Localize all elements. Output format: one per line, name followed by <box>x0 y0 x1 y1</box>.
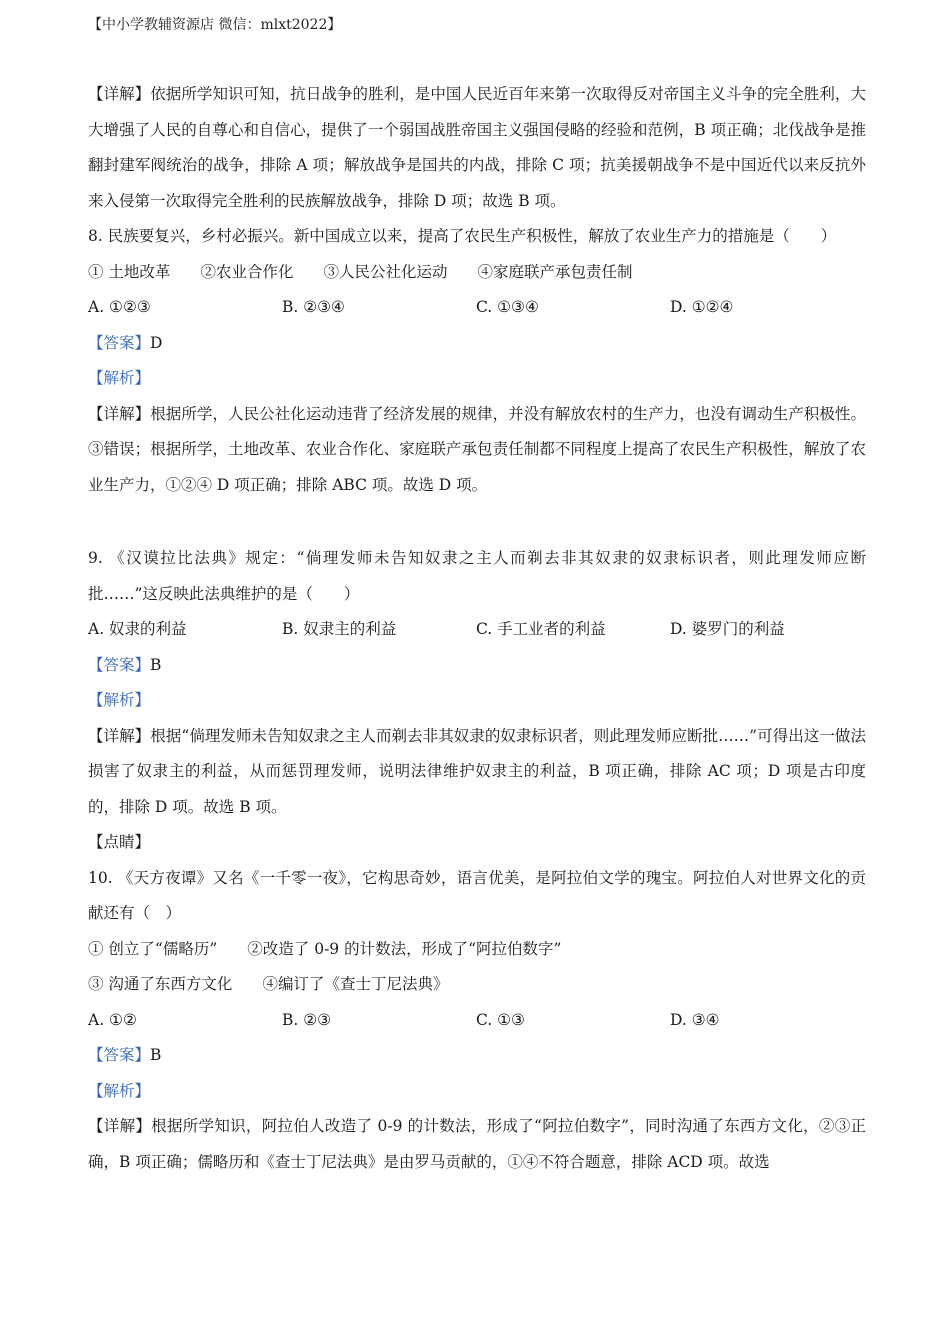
q10-option-a: A. ①② <box>88 1010 137 1029</box>
q10-option-d: D. ③④ <box>670 1010 720 1029</box>
q8-option-c: C. ①③④ <box>476 298 539 316</box>
q8-detail-tag: 【详解】 <box>88 404 151 423</box>
q10-options <box>88 1003 866 1039</box>
q9-analysis-tag: 【解析】 <box>88 691 151 709</box>
q10-answer-tag: 【答案】 <box>88 1046 151 1064</box>
q10-detail-text: 根据所学知识，阿拉伯人改造了 0-9 的计数法，形成了“阿拉伯数字”，同时沟通了东西方文化，②③正确，B 项正确；儒略历和《查士丁尼法典》是由罗马贡献的，①④不符合题意，排除 ACD 项。故选 <box>88 1117 866 1171</box>
q9-option-a: A. 奴隶的利益 <box>88 620 187 638</box>
q8-answer-value: D <box>150 333 163 352</box>
q8-detail <box>88 397 866 504</box>
q8-answer-tag: 【答案】 <box>88 333 151 352</box>
q10-item-2: ②改造了 0-9 的计数法，形成了“阿拉伯数字” <box>247 939 562 958</box>
q8-item-2: ②农业合作化 <box>200 262 294 281</box>
q8-options <box>88 290 866 326</box>
q8-detail-text: 根据所学，人民公社化运动违背了经济发展的规律，并没有解放农村的生产力，也没有调动生产积极性。③错误；根据所学，土地改革、农业合作化、家庭联产承包责任制都不同程度上提高了农民生产积极性，解放了农业生产力，①②④ D 项正确；排除 ABC 项。故选 D 项。 <box>88 404 866 494</box>
document-body <box>88 77 866 1180</box>
q9-detail <box>88 719 866 826</box>
q8-stem: 8. 民族要复兴，乡村必振兴。新中国成立以来，提高了农民生产积极性，解放了农业生产力的措施是（ ） <box>88 227 837 245</box>
q10-items-row-2 <box>88 967 866 1003</box>
q8-option-d: D. ①②④ <box>670 298 734 316</box>
q9-answer-value: B <box>150 655 162 674</box>
q10-analysis-tag: 【解析】 <box>88 1081 151 1100</box>
q10-answer <box>88 1038 866 1074</box>
q8-answer <box>88 326 866 362</box>
q10-stem: 10. 《天方夜谭》又名《一千零一夜》，它构思奇妙，语言优美，是阿拉伯文学的瑰宝。阿拉伯人对世界文化的贡献还有（ ） <box>88 868 866 922</box>
q8-option-b: B. ②③④ <box>282 298 345 316</box>
q9-detail-text: 根据“倘理发师未告知奴隶之主人而剃去非其奴隶的奴隶标识者，则此理发师应断批……”可得出这一做法损害了奴隶主的利益，从而惩罚理发师，说明法律维护奴隶主的利益，B 项正确，排除 AC 项；D 项是古印度的，排除 D 项。故选 B 项。 <box>88 726 866 816</box>
q9-options <box>88 612 866 648</box>
q10-detail <box>88 1109 866 1180</box>
q8-item-4: ④家庭联产承包责任制 <box>477 262 633 281</box>
q8-analysis-tag: 【解析】 <box>88 369 151 387</box>
q9-answer <box>88 648 866 684</box>
q9-remark-tag: 【点睛】 <box>88 833 151 851</box>
q8-option-a: A. ①②③ <box>88 298 151 316</box>
q10-detail-tag: 【详解】 <box>88 1117 152 1135</box>
q7-detail-tag: 【详解】 <box>88 85 151 103</box>
q9-stem: 9. 《汉谟拉比法典》规定：“倘理发师未告知奴隶之主人而剃去非其奴隶的奴隶标识者，则此理发师应断批……”这反映此法典维护的是（ ） <box>88 549 866 603</box>
page-header: 【中小学教辅资源店 微信：mlxt2022】 <box>88 17 342 33</box>
q8-item-3: ③人民公社化运动 <box>323 262 448 281</box>
q7-detail <box>88 77 866 219</box>
q9-option-c: C. 手工业者的利益 <box>476 620 606 638</box>
q10-item-1: ① 创立了“儒略历” <box>88 939 218 958</box>
q10-option-b: B. ②③ <box>282 1010 332 1029</box>
q10-item-4: ④编订了《查士丁尼法典》 <box>262 975 449 993</box>
q9-option-b: B. 奴隶主的利益 <box>282 620 397 638</box>
q8-items <box>88 255 866 291</box>
q7-detail-text: 依据所学知识可知，抗日战争的胜利，是中国人民近百年来第一次取得反对帝国主义斗争的完全胜利，大大增强了人民的自尊心和自信心，提供了一个弱国战胜帝国主义强国侵略的经验和范例，B 项正确；北伐战争是推翻封建军阀统治的战争，排除 A 项；解放战争是国共的内战，排除 C 项；抗美援朝战争不是中国近代以来反抗外来入侵第一次取得完全胜利的民族解放战争，排除 D 项；故选 B 项。 <box>88 85 866 210</box>
q10-item-3: ③ 沟通了东西方文化 <box>88 975 233 993</box>
q10-answer-value: B <box>150 1046 162 1064</box>
q9-answer-tag: 【答案】 <box>88 655 151 674</box>
q10-items-row-1 <box>88 932 866 968</box>
q10-option-c: C. ①③ <box>476 1010 525 1029</box>
q9-option-d: D. 婆罗门的利益 <box>670 620 785 638</box>
q8-item-1: ① 土地改革 <box>88 262 171 281</box>
section-gap <box>88 503 866 541</box>
q9-detail-tag: 【详解】 <box>88 726 151 745</box>
